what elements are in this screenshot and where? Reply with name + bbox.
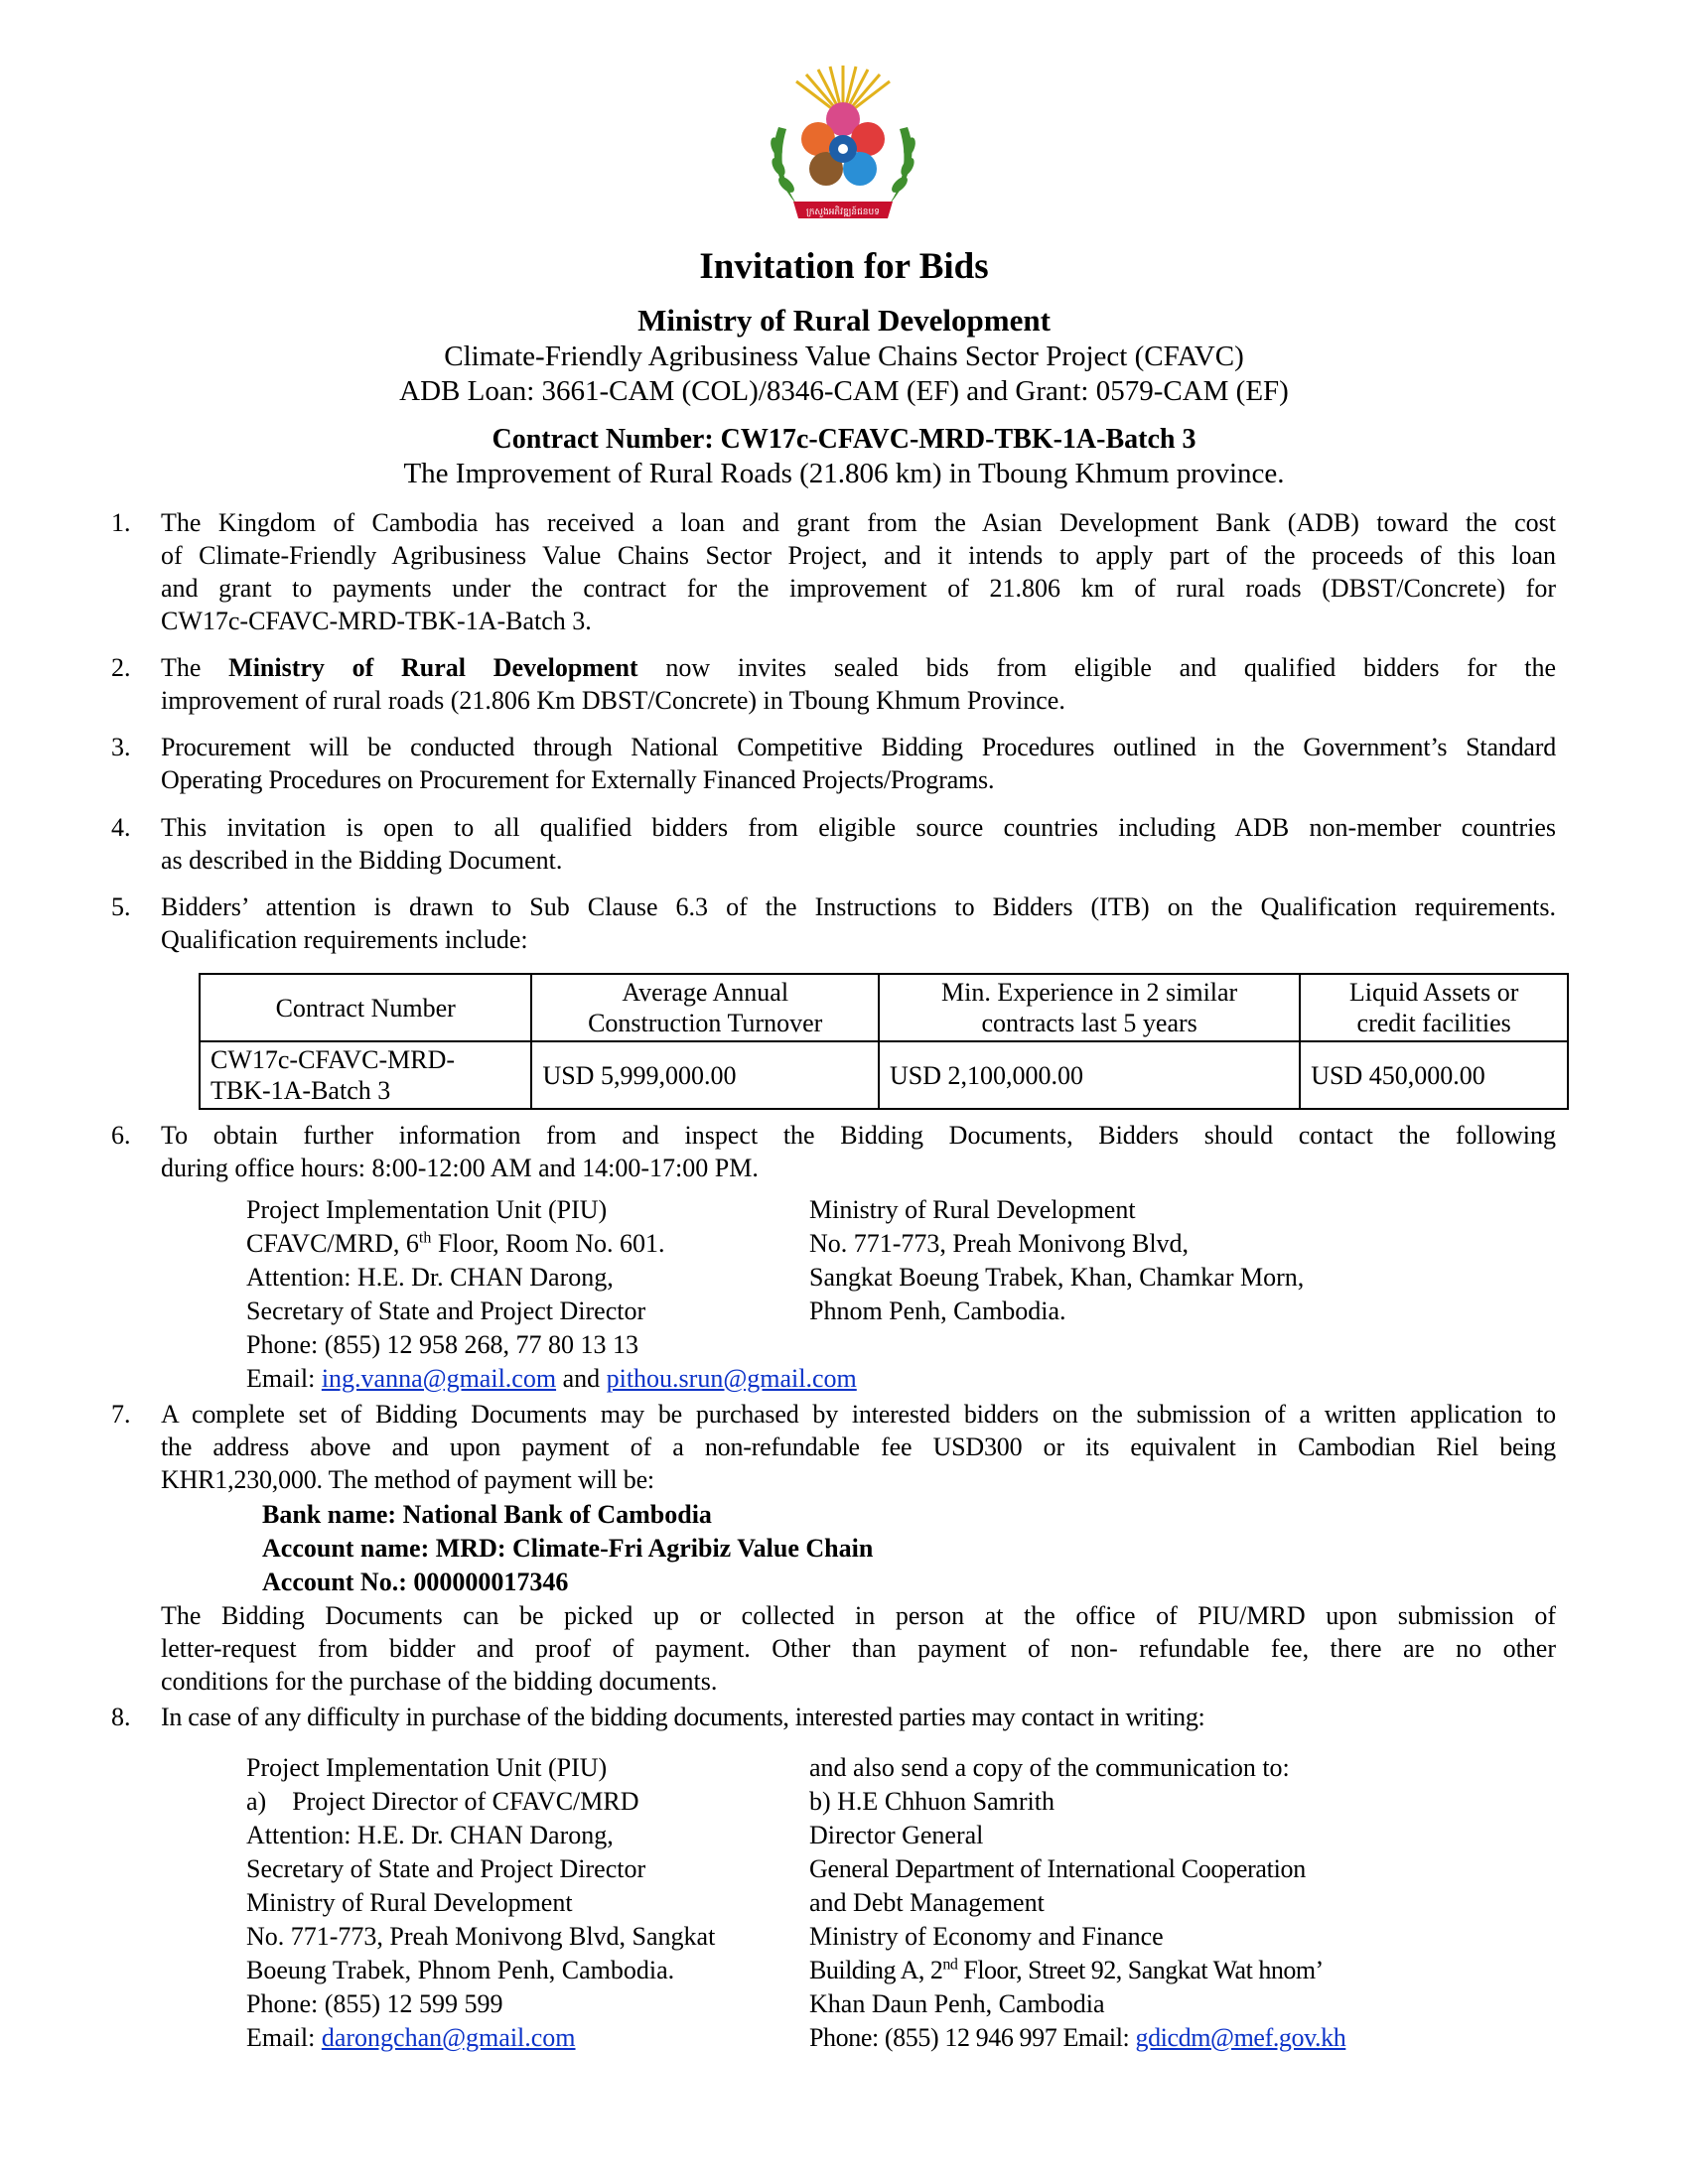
address-line: Phnom Penh, Cambodia. (809, 1297, 1066, 1325)
paragraph-7 (161, 1398, 1556, 1496)
column-header (531, 974, 879, 1041)
email-link[interactable]: gdicdm@mef.gov.kh (1135, 2023, 1346, 2052)
paragraph-line: as described in the Bidding Document. (161, 846, 563, 875)
address-line: Secretary of State and Project Director (246, 1297, 646, 1325)
svg-text:ក្រសួងអភិវឌ្ឍន៍ជនបទ: ក្រសួងអភិវឌ្ឍន៍ជនបទ (806, 207, 880, 217)
email-link[interactable]: pithou.srun@gmail.com (606, 1364, 857, 1393)
paragraph-1 (161, 506, 1556, 637)
text: CFAVC/MRD, 6 (246, 1229, 419, 1258)
item-number: 2. (111, 653, 131, 682)
email-label: Email: (246, 1364, 316, 1393)
header-text: Construction Turnover (588, 1009, 823, 1037)
paragraph-line: and grant to payments under the contract for the improvement of 21.806 km of rural roads (DBST/Concrete) for (161, 574, 1556, 603)
address-line: Khan Daun Penh, Cambodia (809, 1989, 1105, 2018)
paragraph-8: In case of any difficulty in purchase of the bidding documents, interested parties may contact in writing: (161, 1703, 1205, 1731)
paragraph-line (161, 651, 1556, 684)
address-line: General Department of International Cooperation (809, 1854, 1306, 1883)
paragraph-line: conditions for the purchase of the bidding documents. (161, 1667, 718, 1696)
address-line: Phone: (855) 12 958 268, 77 80 13 13 (246, 1330, 639, 1359)
contact-block-ministry (809, 1193, 1304, 1328)
paragraph-line: The Bidding Documents can be picked up or collected in person at the office of PIU/MRD upon submission of (161, 1601, 1556, 1630)
paragraph-line: This invitation is open to all qualified bidders from eligible source countries including ADB non-member countries (161, 813, 1556, 842)
table-cell: USD 5,999,000.00 (531, 1041, 879, 1109)
header-text: Liquid Assets or (1348, 978, 1519, 1007)
table-cell: USD 2,100,000.00 (879, 1041, 1300, 1109)
page-title: Invitation for Bids (699, 246, 989, 287)
address-line: No. 771-773, Preah Monivong Blvd, Sangkat (246, 1922, 716, 1951)
address-line: No. 771-773, Preah Monivong Blvd, (809, 1229, 1190, 1258)
paragraph-6 (161, 1119, 1556, 1184)
loan-info: ADB Loan: 3661-CAM (COL)/8346-CAM (EF) and Grant: 0579-CAM (EF) (399, 375, 1289, 407)
ministry-bold: Ministry of Rural Development (228, 653, 638, 682)
address-line: Attention: H.E. Dr. CHAN Darong, (246, 1821, 614, 1849)
address-line: Sangkat Boeung Trabek, Khan, Chamkar Morn, (809, 1263, 1305, 1292)
text: Building A, 2 (809, 1956, 943, 1984)
header-text: contracts last 5 years (981, 1009, 1197, 1037)
account-name: Account name: MRD: Climate-Fri Agribiz Value Chain (262, 1534, 874, 1563)
paragraph-line: letter-request from bidder and proof of payment. Other than payment of non- refundable fee, there are no other (161, 1634, 1556, 1663)
header-text: Contract Number (275, 993, 456, 1023)
project-name: Climate-Friendly Agribusiness Value Chains Sector Project (CFAVC) (444, 341, 1244, 372)
text: now invites sealed bids from eligible and qualified bidders for the (665, 653, 1557, 682)
account-number: Account No.: 000000017346 (262, 1568, 569, 1596)
ministry-name: Ministry of Rural Development (637, 303, 1051, 338)
bank-name: Bank name: National Bank of Cambodia (262, 1500, 712, 1529)
text: Floor, Street 92, Sangkat Wat hnom’ (957, 1956, 1324, 1984)
header-text: Average Annual (622, 978, 789, 1007)
item-number: 1. (111, 508, 131, 537)
contact-block-piu-8 (246, 1751, 715, 2055)
paragraph-line: KHR1,230,000. The method of payment will be: (161, 1465, 654, 1494)
paragraph-7-continued (161, 1599, 1556, 1698)
table-row (200, 1041, 1568, 1109)
table-cell (200, 1041, 531, 1109)
text: and (562, 1364, 601, 1393)
item-number: 5. (111, 892, 131, 921)
paragraph-line: improvement of rural roads (21.806 Km DBST/Concrete) in Tboung Khmum Province. (161, 686, 1065, 715)
address-line: Ministry of Economy and Finance (809, 1922, 1164, 1951)
address-line: Project Implementation Unit (PIU) (246, 1753, 608, 1782)
table-cell: USD 450,000.00 (1300, 1041, 1568, 1109)
cell-text: CW17c-CFAVC-MRD- (211, 1045, 456, 1074)
paragraph-line: The Kingdom of Cambodia has received a loan and grant from the Asian Development Bank (ADB) toward the cost (161, 508, 1556, 537)
address-line: Director General (809, 1821, 984, 1849)
paragraph-line: during office hours: 8:00-12:00 AM and 14:00-17:00 PM. (161, 1154, 759, 1182)
item-number: 4. (111, 813, 131, 842)
item-number: 7. (111, 1400, 131, 1429)
email-line (246, 1362, 857, 1396)
address-line: Boeung Trabek, Phnom Penh, Cambodia. (246, 1956, 675, 1984)
address-line: Attention: H.E. Dr. CHAN Darong, (246, 1263, 614, 1292)
contract-number: Contract Number: CW17c-CFAVC-MRD-TBK-1A-Batch 3 (492, 424, 1196, 455)
email-line (246, 2021, 715, 2055)
address-line: b) H.E Chhuon Samrith (809, 1787, 1055, 1816)
paragraph-3 (161, 731, 1556, 796)
address-line: Phone: (855) 12 599 599 (246, 1989, 503, 2018)
address-line: a) Project Director of CFAVC/MRD (246, 1787, 639, 1816)
address-line (246, 1227, 857, 1261)
item-number: 6. (111, 1121, 131, 1150)
address-line: Secretary of State and Project Director (246, 1854, 646, 1883)
address-line: Ministry of Rural Development (246, 1888, 573, 1917)
address-line (809, 1954, 1345, 1987)
paragraph-line: the address above and upon payment of a non-refundable fee USD300 or its equivalent in Cambodian Riel being (161, 1433, 1556, 1461)
ministry-logo (739, 58, 947, 236)
project-scope: The Improvement of Rural Roads (21.806 km) in Tboung Khmum province. (403, 458, 1285, 489)
paragraph-line: CW17c-CFAVC-MRD-TBK-1A-Batch 3. (161, 607, 592, 635)
email-label: Email: (246, 2023, 316, 2052)
qualification-table (199, 973, 1569, 1110)
address-line: and Debt Management (809, 1888, 1045, 1917)
column-header (200, 974, 531, 1041)
table-header-row (200, 974, 1568, 1041)
header-text: credit facilities (1356, 1009, 1511, 1037)
paragraph-line: Qualification requirements include: (161, 925, 528, 954)
email-line (809, 2021, 1345, 2055)
superscript: nd (942, 1956, 958, 1974)
address-line: Project Implementation Unit (PIU) (246, 1195, 608, 1224)
item-number: 8. (111, 1703, 131, 1731)
email-link[interactable]: ing.vanna@gmail.com (321, 1364, 557, 1393)
cell-text: TBK-1A-Batch 3 (211, 1076, 391, 1105)
text: The (161, 653, 202, 682)
paragraph-line: Procurement will be conducted through National Competitive Bidding Procedures outlined in the Government’s Standard (161, 733, 1556, 761)
phone-text: Phone: (855) 12 946 997 Email: (809, 2023, 1130, 2052)
paragraph-line: Operating Procedures on Procurement for Externally Financed Projects/Programs. (161, 765, 995, 794)
contact-block-mef (809, 1751, 1345, 2055)
paragraph-line: To obtain further information from and inspect the Bidding Documents, Bidders should contact the following (161, 1121, 1556, 1150)
text: Floor, Room No. 601. (431, 1229, 665, 1258)
paragraph-line: A complete set of Bidding Documents may be purchased by interested bidders on the submission of a written application to (161, 1400, 1556, 1429)
column-header (879, 974, 1300, 1041)
item-number: 3. (111, 733, 131, 761)
superscript: th (418, 1229, 432, 1247)
email-link[interactable]: darongchan@gmail.com (321, 2023, 576, 2052)
contact-block-piu (246, 1193, 857, 1396)
paragraph-2 (161, 651, 1556, 717)
header-text: Min. Experience in 2 similar (941, 978, 1238, 1007)
petals (801, 102, 885, 186)
address-line: and also send a copy of the communication to: (809, 1753, 1290, 1782)
column-header (1300, 974, 1568, 1041)
address-line: Ministry of Rural Development (809, 1195, 1136, 1224)
paragraph-line: Bidders’ attention is drawn to Sub Clause 6.3 of the Instructions to Bidders (ITB) on the Qualification requirements. (161, 892, 1556, 921)
paragraph-4 (161, 811, 1556, 877)
paragraph-5 (161, 890, 1556, 956)
paragraph-line: of Climate-Friendly Agribusiness Value Chains Sector Project, and it intends to apply part of the proceeds of this loan (161, 541, 1556, 570)
